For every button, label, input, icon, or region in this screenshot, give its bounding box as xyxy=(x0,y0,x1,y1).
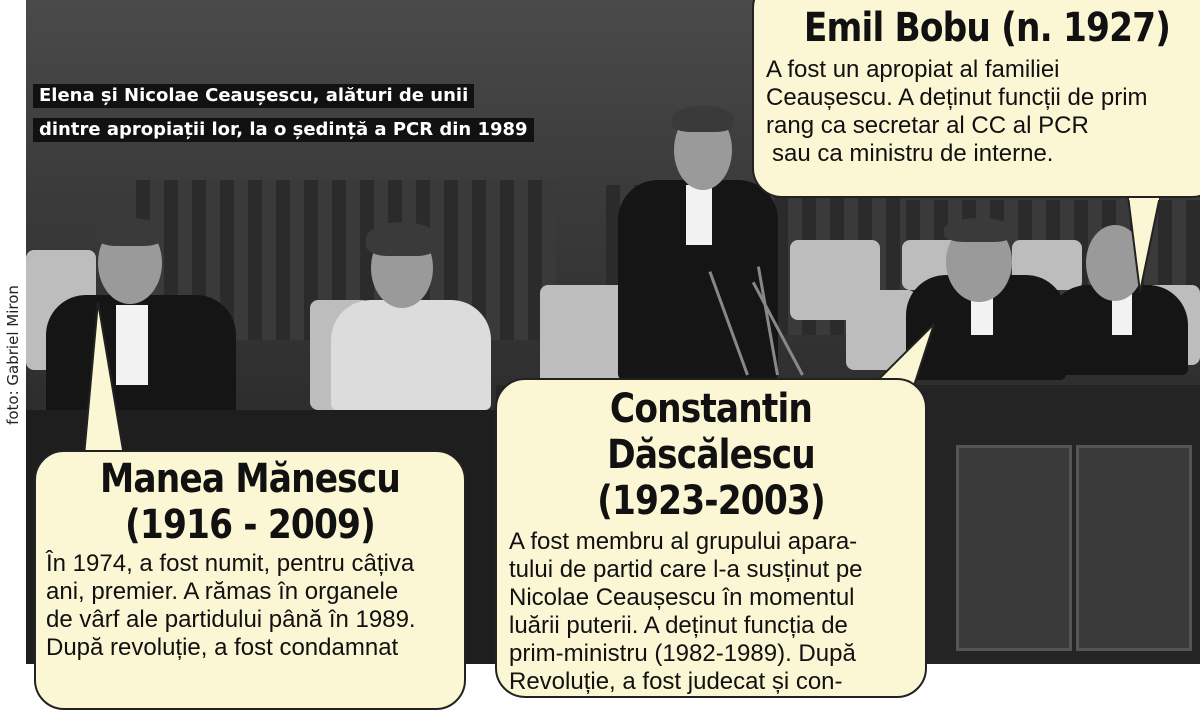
bubble-dascalescu-line: Revoluție, a fost judecat și con- xyxy=(509,668,843,695)
bubble-bobu-line: A fost un apropiat al familiei xyxy=(766,56,1060,83)
bubble-manescu-line: După revoluție, a fost condamnat xyxy=(46,634,399,661)
bubble-bobu xyxy=(752,0,1200,198)
bubble-bobu-line: Ceaușescu. A deținut funcții de prim xyxy=(766,84,1148,111)
bubble-dascalescu-years: (1923-2003) xyxy=(597,478,825,524)
bubble-manescu-line: În 1974, a fost numit, pentru câțiva xyxy=(46,550,415,577)
bubble-manescu xyxy=(34,450,466,710)
photo-caption-line-2: dintre apropiații lor, la o ședință a PCR din 1989 xyxy=(39,119,528,140)
bubble-manescu-line: de vârf ale partidului până în 1989. xyxy=(46,606,416,633)
photo-caption xyxy=(33,118,534,142)
photo-credit-strip xyxy=(0,0,26,664)
bubble-dascalescu-line: Nicolae Ceaușescu în momentul xyxy=(509,584,855,611)
bubble-dascalescu-line: tului de partid care l-a susținut pe xyxy=(509,556,863,583)
bubble-dascalescu-title: Constantin Dăscălescu xyxy=(607,386,815,478)
photo-caption xyxy=(33,84,474,108)
bubble-dascalescu-line: prim-ministru (1982-1989). După xyxy=(509,640,856,667)
bubble-bobu-line: sau ca ministru de interne. xyxy=(772,140,1054,167)
desk-panel xyxy=(1076,445,1192,651)
photo-credit: foto: Gabriel Miron xyxy=(4,285,22,425)
bubble-tail-bobu xyxy=(1120,196,1180,296)
bubble-manescu-title: Manea Mănescu xyxy=(100,456,400,502)
bubble-tail-manescu xyxy=(80,300,130,460)
desk-panel xyxy=(956,445,1072,651)
bubble-manescu-years: (1916 - 2009) xyxy=(125,502,375,548)
bubble-bobu-line: rang ca secretar al CC al PCR xyxy=(766,112,1089,139)
bubble-bobu-text xyxy=(754,56,1200,168)
photo-caption-line-1: Elena și Nicolae Ceaușescu, alături de unii xyxy=(39,85,469,106)
bubble-dascalescu-line: A fost membru al grupului apara- xyxy=(509,528,858,555)
bubble-manescu-text xyxy=(36,550,464,662)
bubble-dascalescu-line: luării puterii. A deținut funcția de xyxy=(509,612,848,639)
bubble-bobu-title: Emil Bobu (n. 1927) xyxy=(803,5,1171,51)
bubble-dascalescu-text xyxy=(497,528,925,696)
bubble-dascalescu xyxy=(495,378,927,698)
bubble-manescu-line: ani, premier. A rămas în organele xyxy=(46,578,399,605)
